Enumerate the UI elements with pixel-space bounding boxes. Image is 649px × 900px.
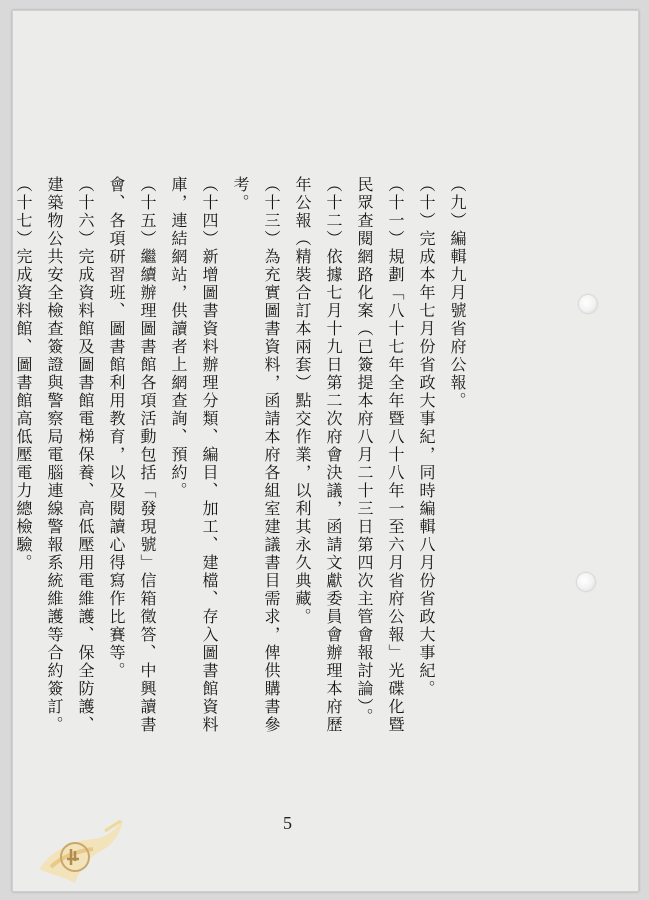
text-column: （十六）完成資料館及圖書館電梯保養、高低壓用電維護、保全防護、 bbox=[76, 176, 95, 734]
text-column: （十四）新增圖書資料辦理分類、編目、加工、建檔、存入圖書館資料 bbox=[200, 176, 219, 734]
text-column: （十七）完成資料館、圖書館高低壓電力總檢驗。 bbox=[14, 176, 33, 572]
text-column: （九）編輯九月號省府公報。 bbox=[448, 176, 467, 410]
vertical-text-body bbox=[14, 176, 470, 876]
text-column: 會、各項研習班、圖書館利用教育，以及閱讀心得寫作比賽等。 bbox=[107, 176, 126, 680]
text-column: （十五）繼續辦理圖書館各項活動包括「發現號」信箱徵答、中興讀書 bbox=[138, 176, 157, 734]
punch-hole-top bbox=[579, 295, 597, 313]
archive-logo-icon bbox=[31, 811, 131, 891]
text-column: （十一）規劃「八十七年全年暨八十八年一至六月省府公報」光碟化暨 bbox=[386, 176, 405, 734]
text-column: （十）完成本年七月份省政大事紀，同時編輯八月份省政大事紀。 bbox=[417, 176, 436, 698]
text-column: 年公報（精裝合訂本兩套）點交作業，以利其永久典藏。 bbox=[293, 176, 312, 626]
punch-hole-bottom bbox=[577, 573, 595, 591]
text-column: 建築物公共安全檢查簽證與警察局電腦連線警報系統維護等合約簽訂。 bbox=[45, 176, 64, 734]
document-page bbox=[12, 10, 639, 892]
text-column: 考。 bbox=[231, 176, 250, 212]
text-column: （十三）為充實圖書資料，函請本府各組室建議書目需求，俾供購書參 bbox=[262, 176, 281, 734]
page-number: 5 bbox=[283, 813, 292, 833]
text-column: 民眾查閱網路化案（已簽提本府八月二十三日第四次主管會報討論）。 bbox=[355, 176, 374, 726]
text-column: 庫，連結網站，供讀者上網查詢、預約。 bbox=[169, 176, 188, 500]
text-column: （十二）依據七月十九日第二次府會決議，函請文獻委員會辦理本府歷 bbox=[324, 176, 343, 734]
